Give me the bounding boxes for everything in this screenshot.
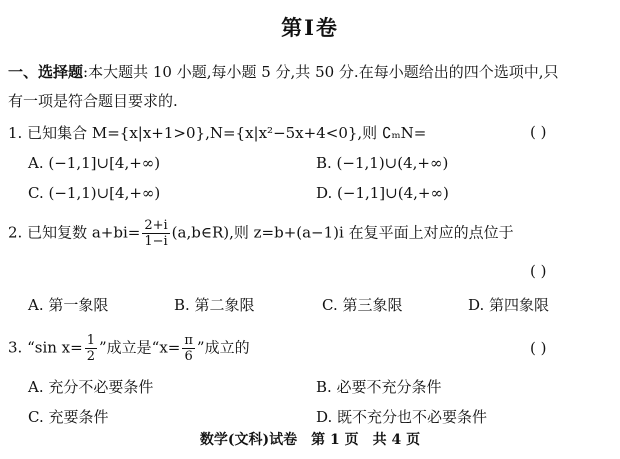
- fraction: [182, 333, 195, 364]
- fraction-numerator: π: [184, 333, 193, 348]
- fraction: [142, 218, 169, 249]
- question-2: [8, 218, 514, 249]
- q3-option-b: B. 必要不充分条件: [316, 378, 442, 396]
- question-text-middle: ”成立是“x=: [99, 338, 181, 357]
- fraction-denominator: 6: [184, 349, 193, 364]
- q2-option-d: D. 第四象限: [468, 296, 550, 314]
- q1-option-d: D. (−1,1]∪(4,+∞): [316, 184, 449, 202]
- q1-option-a: A. (−1,1]∪[4,+∞): [28, 154, 161, 172]
- question-text-after: (a,b∈R),则 z=b+(a−1)i 在复平面上对应的点位于: [171, 223, 514, 242]
- q1-option-b: B. (−1,1)∪(4,+∞): [316, 154, 449, 172]
- q2-option-b: B. 第二象限: [174, 296, 255, 314]
- instructions-line-1: :本大题共 10 小题,每小题 5 分,共 50 分.在每小题给出的四个选项中,只: [83, 63, 559, 81]
- fraction-numerator: 2+i: [144, 218, 168, 233]
- question-1: [8, 123, 426, 143]
- section-instructions: [8, 62, 558, 82]
- answer-paren-3: ( ): [530, 339, 547, 357]
- question-text-after: ”成立的: [196, 338, 250, 357]
- question-text-before: “sin x=: [27, 338, 83, 357]
- q3-option-a: A. 充分不必要条件: [28, 378, 154, 396]
- fraction-denominator: 2: [86, 349, 95, 364]
- q2-option-c: C. 第三象限: [322, 296, 403, 314]
- answer-paren-1: ( ): [530, 123, 547, 141]
- page-footer: 数学(文科)试卷 第 1 页 共 4 页: [199, 432, 421, 448]
- question-number: 3.: [8, 338, 23, 357]
- question-number: 2.: [8, 223, 23, 242]
- q1-option-c: C. (−1,1)∪[4,+∞): [28, 184, 161, 202]
- section-heading: 一、选择题: [8, 63, 84, 81]
- q3-option-d: D. 既不充分也不必要条件: [316, 408, 488, 426]
- page-title: 第Ⅰ卷: [281, 15, 339, 40]
- q2-option-a: A. 第一象限: [28, 296, 109, 314]
- fraction: [85, 333, 97, 364]
- instructions-line-2: 有一项是符合题目要求的.: [8, 92, 178, 110]
- question-number: 1.: [8, 124, 23, 142]
- q3-option-c: C. 充要条件: [28, 408, 109, 426]
- answer-paren-2: ( ): [530, 262, 547, 280]
- question-text-before: 已知复数 a+bi=: [27, 223, 141, 242]
- question-3: [8, 333, 250, 364]
- question-text: 已知集合 M={x|x+1>0},N={x|x²−5x+4<0},则 ∁ₘN=: [27, 124, 427, 142]
- fraction-numerator: 1: [86, 333, 95, 348]
- fraction-denominator: 1−i: [144, 234, 168, 249]
